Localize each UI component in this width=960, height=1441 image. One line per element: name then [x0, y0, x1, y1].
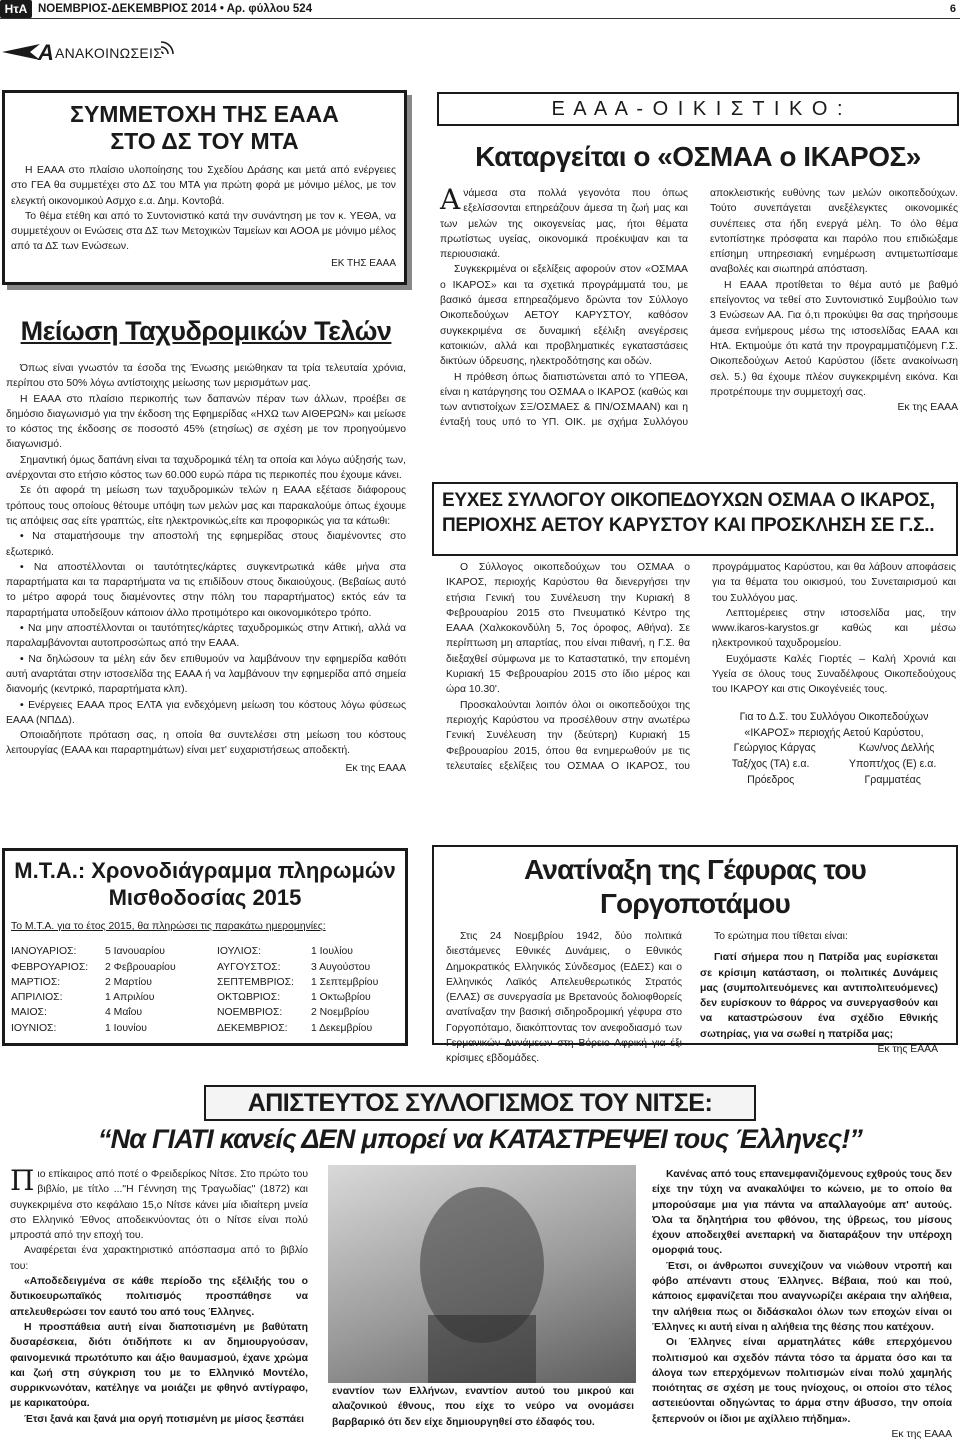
schedule-month: ΙΑΝΟΥΑΡΙΟΣ: — [11, 946, 77, 958]
quote-paragraph: εναντίον των Ελλήνων, εναντίον αυτού του μικρού και αλαζονικού έθνους, που είχε το νεύρο να ονομάσει βαρβαρικό ότι δεν είχε δημιουργηθεί στο έδαφός του. — [332, 1386, 634, 1428]
article-title: Μείωση Ταχυδρομικών Τελών — [20, 316, 392, 346]
paragraph: Το θέμα ετέθη και από το Συντονιστικό κατά την συνάντηση με τον κ. ΥΕΘΑ, να συμμετέχουν οι Ενώσεις στα ΔΣ των Μετοχικών Ταμείων και ΑΟΟΑ με μόνιμο μέλος από τα ΔΣ των Ενώσεων. — [11, 210, 396, 253]
schedule-month: ΑΠΡΙΛΙΟΣ: — [11, 992, 63, 1004]
schedule-date: 2 Φεβρουαρίου — [105, 961, 176, 973]
signature: Εκ της ΕΑΑΑ — [877, 1044, 938, 1056]
schedule-date: 4 Μαΐου — [105, 1007, 143, 1019]
article-title-line1: ΑΠΙΣΤΕΥΤΟΣ ΣΥΛΛΟΓΙΣΜΟΣ ΤΟΥ ΝΙΤΣΕ: — [247, 1089, 713, 1117]
article-nietzsche-col1 — [10, 1164, 308, 1427]
schedule-date: 2 Μαρτίου — [105, 976, 152, 988]
schedule-month: ΦΕΒΡΟΥΑΡΙΟΣ: — [11, 961, 89, 973]
quote-paragraph: Κανένας από τους επανεμφανιζόμενους εχθρούς τους δεν είχε την τύχη να ανακαλύψει το κώνειο, με το οποίο θα μπορούσαμε μια για πάντα να απαλλαγούμε απ' αυτούς. Όλα τα δηλητήρια του φθόνου, της ύβρεως, του μίσους έχουν αποδειχθεί ανεπαρκή να διαταράξουν την υπέροχη ομορφιά τους. — [652, 1169, 952, 1257]
article-title: Καταργείται ο «ΟΣΜΑΑ ο ΙΚΑΡΟΣ» — [475, 141, 921, 172]
article-title-box — [432, 482, 958, 556]
drop-cap: Α — [440, 183, 461, 216]
section-label: Α ΑΝΑΚΟΙΝΩΣΕΙΣ — [0, 35, 300, 65]
article-title-line2: “Να ΓΙΑΤΙ κανείς ΔΕΝ μπορεί να ΚΑΤΑΣΤΡΕΨΕΙ τους Έλληνες!” — [97, 1124, 863, 1154]
paragraph: Η πρόθεση όπως διαπιστώνεται από το ΥΠΕΘΑ, είναι η κατάργησης του ΟΣΜΑΑ ο ΙΚΑΡΟΣ (καθώς και των αντιστοίχων ΣΞ/ΟΣΜΑΕΣ & ΠΝ/ΟΣΜΑΑΝ) και η ένταξή τους υπό το ΥΠ. ΟΙΚ. με σχήμα Συλλόγου αποκλειστικής ευθύνης των μελών οικοπεδούχων. Τούτο συνεπάγεται ανεξέλεγκτες οικονομικές συνέπειες στα ήδη ενεργά μέλη. Το όλο θέμα εντοπίστηκε πρόσφατα και παρόλο που επιδιώξαμε επίσημη υπηρεσιακή ενημέρωση αντιμετωπίσαμε αναβολές και σιωπηρά απόσταση. — [440, 188, 958, 429]
article-title-line2: ΣΤΟ ΔΣ ΤΟΥ ΜΤΑ — [110, 128, 299, 154]
article-title: Ανατίναξη της Γέφυρας του Γοργοποτάμου — [523, 854, 867, 919]
schedule-month: ΝΟΕΜΒΡΙΟΣ: — [217, 1007, 283, 1019]
paragraph: Σε ότι αφορά τη μείωση των ταχυδρομικών τελών η ΕΑΑΑ εξέτασε διάφορους τρόπους τους οποίους θέτουμε υπόψη των μελών μας και παρακαλούμε όπως έχουμε τις απόψεις σας είτε γραπτώς, είτε ηλεκτρονικώς,είτε και προφορικώς για τα κάτωθι: — [6, 485, 406, 527]
bullet-item: • Να σταματήσουμε την αποστολή της εφημερίδας στους διαμένοντες στο εξωτερικό. — [6, 529, 406, 560]
quote-paragraph: «Αποδεδειγμένα σε κάθε περίοδο της εξέλιξής του ο δυτικοευρωπαϊκός πολιτισμός προσπάθησε να απελευθερώσει τον εαυτό του από τους Έλληνες. — [10, 1276, 308, 1318]
paragraph: Η ΕΑΑΑ στο πλαίσιο περικοπής των δαπανών πέραν των άλλων, προέβει σε δημόσιο διαγωνισμό για την έκδοση της Εφημερίδας «ΗΧΩ των ΑΙΘΕΡΩΝ» και μείωσε το κόστος της έκδοσης σε ποσοστό 45% (ετησίως) σε σχέση με τον προηγούμενο διαγωνισμό. — [6, 393, 406, 451]
article-ikaros-invitation — [446, 560, 956, 820]
schedule-date: 1 Ιουλίου — [311, 946, 353, 958]
banner-title: Ε Α Α Α - Ο Ι Κ Ι Σ Τ Ι Κ Ο : — [551, 98, 845, 120]
page-header — [0, 0, 960, 20]
schedule-month: ΜΑΡΤΙΟΣ: — [11, 976, 61, 988]
paragraph: Αναφέρεται ένα χαρακτηριστικό απόσπασμα από το βιβλίο του: — [10, 1245, 308, 1272]
payment-schedule — [11, 944, 405, 1036]
quote-paragraph: Οι Έλληνες είναι αρματηλάτες κάθε επερχόμενου πολιτισμού και σχεδόν πάντα τόσο τα άρματα όσο και τα άλογα των επερχόμενων πολιτισμών είναι πολύ χαμηλής ποιότητας σε σχέση με τους ηνίοχους, οι οποίοι στο τέλος αστειεύονται οδηγώντας το άρμα στην άβυσσο, την οποία ξεπερνούν οι ίδιοι με αχίλλειο πήδημα». — [652, 1337, 952, 1425]
paragraph: Η ΕΑΑΑ στο πλαίσιο υλοποίησης του Σχεδίου Δράσης και μετά από ενέργειες στο ΓΕΑ θα συμμετέχει στο ΔΣ του ΜΤΑ για πρώτη φορά με μόνιμο μέλος, με τον ελεγκτή οικονομικού Ασμχο ε.α. Δημ. Κοντοβά. — [11, 165, 396, 207]
section-title: ΑΝΑΚΟΙΝΩΣΕΙΣ — [55, 45, 163, 61]
schedule-date: 1 Ιουνίου — [105, 1022, 147, 1034]
portrait-silhouette-icon — [328, 1165, 636, 1383]
paragraph: Γιατί σήμερα που η Πατρίδα μας ευρίσκεται σε κρίσιμη κατάσταση, οι πολιτικές Δυνάμεις μας (συμπολιτευόμενες και αντιπολιτευόμενες) δεν ευρίσκουν το θάρρος να συνεργασθούν και να καταστρώσουν ένα σχέδιο Εθνικής σωτηρίας, για να σωθεί η πατρίδα μας; — [700, 952, 938, 1040]
schedule-date: 1 Απριλίου — [105, 992, 155, 1004]
bullet-item: • Να μην αποστέλλονται οι ταυτότητες/κάρτες ταχυδρομικώς στην Αττική, αλλά να παραλαμβάνονται αυτοπροσώπως από την ΕΑΑΑ. — [6, 621, 406, 652]
paragraph: ιο επίκαιρος από ποτέ ο Φρειδερίκος Νίτσε. Στο πρώτο του βιβλίο, με τίτλο ..."Η Γέννηση της Τραγωδίας" (1872) και συγκεκριμένα στο κεφάλαιο 15,ο Νίτσε κάνει μία ιδιαίτερη μνεία στο Ελληνικό Έθνος αποδεικνύοντας ότι ο Νίτσε είναι πολύ μπροστά από την εποχή του. — [10, 1169, 308, 1242]
article-title-line2: Μισθοδοσίας 2015 — [108, 885, 302, 910]
schedule-date: 1 Σεπτεμβρίου — [311, 976, 379, 988]
newspaper-logo: ΗτΑ — [0, 0, 32, 18]
article-title: ΕΥΧΕΣ ΣΥΛΛΟΓΟΥ ΟΙΚΟΠΕΔΟΥΧΩΝ ΟΣΜΑΑ Ο ΙΚΑΡΟΣ, ΠΕΡΙΟΧΗΣ ΑΕΤΟΥ ΚΑΡΥΣΤΟΥ ΚΑΙ ΠΡΟΣΚΛΗΣΗ ΣΕ Γ.Σ.. — [442, 490, 935, 536]
article-gorgopotamos — [432, 845, 958, 1065]
article-nietzsche-title-box — [204, 1085, 756, 1121]
paragraph: Προσκαλούνται λοιπόν όλοι οι οικοπεδούχοι της περιοχής Καρύστου να προσέλθουν στην ανωτέρω Γενική Συνέλευση την (δεύτερη) Κυριακή 15 Φεβρουαρίου 2015, όπου θα ενημερωθούν με τις τελευταίες εξελίξεις του ΟΣΜΑΑ Ο ΙΚΑΡΟΣ, του προγράμματος Καρύστου, και θα λάβουν αποφάσεις για τα θέματα του οικισμού, του Συνεταιρισμού και του Συλλόγου μας. — [446, 562, 956, 772]
banner-box — [437, 92, 959, 126]
schedule-date: 5 Ιανουαρίου — [105, 946, 165, 958]
bullet-item: • Να αποστέλλονται οι ταυτότητες/κάρτες συγκεντρωτικά κάθε μήνα στα παραρτήματα και τα παραρτήματα να τις επιδίδουν στους δικαιούχους. (Βεβαίως αυτό το μέτρο αφορά τους διαμένοντες στην πόλη του παραρτήματος) εκτός εάν τα παραρτήματα υποδείξουν κάποιον άλλο προτιμότερο και οικονομικότερο τρόπο. — [6, 560, 406, 621]
broadcast-icon — [158, 39, 176, 57]
schedule-month: ΜΑΙΟΣ: — [11, 1007, 47, 1019]
schedule-date: 3 Αυγούστου — [311, 961, 371, 973]
bullet-item: • Ενέργειες ΕΑΑΑ προς ΕΛΤΑ για ενδεχόμενη μείωση του κόστους λόγω φύσεως ΕΑΑΑ (ΝΠΔΔ). — [6, 698, 406, 729]
quote-paragraph: Έτσι, οι άνθρωποι συνεχίζουν να νιώθουν ντροπή και φόβο απέναντι στους Έλληνες. Βέβαια, πού και πού, κάποιος εμφανίζεται που αναγνωρίζει ακέραια την αλήθεια, την αλήθεια πως οι διδάσκαλοι όλων των εποχών είναι οι Έλληνες κι αυτή είναι η αλήθεια της θέσης που κατέχουν. — [652, 1260, 952, 1333]
page-number: 6 — [949, 3, 956, 15]
quote-paragraph: Έτσι ξανά και ξανά μια οργή ποτισμένη με μίσος ξεσπάει — [24, 1413, 305, 1425]
quote-paragraph: Η προσπάθεια αυτή είναι διαποτισμένη με βαθύτατη δυσαρέσκεια, διότι ότιδήποτε κι αν δημιουργούσαν, φαινομενικά πρωτότυπο και άξιο θαυμασμού, έχανε χρώμα και ζωή στη σύγκριση του με το Ελληνικό Μοντέλο, συρρικνωνόταν, κατέληγε να μοιάζει με φθηνό αντίγραφο, με καρικατούρα. — [10, 1321, 308, 1410]
schedule-column-left — [11, 944, 205, 1036]
question-intro: Το ερώτημα που τίθεται είναι: — [714, 931, 848, 942]
schedule-intro: Το Μ.Τ.Α. για το έτος 2015, θα πληρώσει τις παρακάτω ημερομηνίες: — [11, 921, 326, 932]
article-osmaa-ikaros — [440, 183, 958, 461]
schedule-month: ΔΕΚΕΜΒΡΙΟΣ: — [217, 1022, 288, 1034]
drop-cap: Π — [10, 1164, 35, 1197]
header-rule — [0, 18, 960, 19]
article-title-line1: Μ.Τ.Α.: Χρονοδιάγραμμα πληρωμών — [14, 858, 396, 883]
article-nietzsche-col3 — [652, 1167, 952, 1441]
article-title-line1: ΣΥΜΜΕΤΟΧΗ ΤΗΣ ΕΑΑΑ — [70, 101, 339, 127]
paragraph: Οποιαδήποτε πρόταση σας, η οποία θα συντελέσει στη μείωση του κόστους λειτουργίας (ΕΑΑΑ και παραρτημάτων) είναι μετ' ευχαριστήσεως αποδεκτή. — [6, 730, 406, 757]
schedule-month: ΑΥΓΟΥΣΤΟΣ: — [217, 961, 281, 973]
schedule-month: ΙΟΥΝΙΟΣ: — [11, 1022, 57, 1034]
article-postal-fees — [6, 315, 406, 776]
signature: Εκ της ΕΑΑΑ — [891, 1429, 952, 1441]
paragraph: νάμεσα στα πολλά γεγονότα που όπως εξελίσσονται επηρεάζουν άμεσα τη ζωή μας και των μελών της οικογενείας μας, ήτοι θέματα πρωτίστως υγείας, οικονομικά προέκυψαν και τα περιουσιακά. — [440, 188, 688, 261]
nietzsche-portrait — [328, 1165, 636, 1383]
issue-info: ΝΟΕΜΒΡΙΟΣ-ΔΕΚΕΜΒΡΙΟΣ 2014 • Αρ. φύλλου 524 — [38, 3, 313, 15]
schedule-date: 1 Δεκεμβρίου — [311, 1022, 373, 1034]
paragraph: Ευχόμαστε Καλές Γιορτές – Καλή Χρονιά και Υγεία σε όλους τους Συναδέλφους Οικοπεδούχους του ΙΚΑΡΟΥ και στις Οικογένειές τους. — [712, 653, 956, 696]
signature: ΕΚ ΤΗΣ ΕΑΑΑ — [331, 257, 396, 269]
schedule-month: ΣΕΠΤΕΜΒΡΙΟΣ: — [217, 976, 294, 988]
article-mta-participation — [2, 90, 407, 285]
schedule-date: 2 Νοεμβρίου — [311, 1007, 370, 1019]
schedule-date: 1 Οκτωβρίου — [311, 992, 371, 1004]
signature: Εκ της ΕΑΑΑ — [897, 402, 958, 414]
schedule-month: ΟΚΤΩΒΡΙΟΣ: — [217, 992, 281, 1004]
article-mta-payments — [2, 848, 408, 1046]
schedule-column-right — [217, 944, 411, 1036]
paragraph: Η ΕΑΑΑ προτίθεται το θέμα αυτό με βαθμό επείγοντος να τεθεί στο Συντονιστικό Συμβούλιο των 3 Ενώσεων ΑΑ. Για ό,τι προκύψει θα σας τηρήσουμε άμεσα ενήμερους μέσω της ιστοσελίδας ΕΑΑΑ και ΗτΑ. Εκτιμούμε ότι κατά την προγραμματιζόμενη Γ.Σ. Οικοπεδούχων Αετού Καρύστου (ίδετε ανακοίνωση σελ. 5.) θα έχουμε πλέον συγκεκριμένη εικόνα. Και προτρέπουμε την συμμετοχή σας. — [710, 279, 958, 398]
paragraph: Στις 24 Νοεμβρίου 1942, δύο πολιτικά διεστάμενες Εθνικές Δυνάμεις, ο Εθνικός Δημοκρατικός Ελληνικός Σύνδεσμος (ΕΔΕΣ) και ο Ελληνικός Λαϊκός Απελευθερωτικός Στρατός (ΕΛΑΣ) σε συνεργασία με Βρετανούς δολιοφθορείς ανατίναξαν την βασική σιδηροδρομική γέφυρα στο Γοργοπόταμο, διακόπτοντας τον ανεφοδιασμό των Γερμανικών Δυνάμεων στη Βόρειο Αφρική για έξι κρίσιμες εβδομάδες. — [446, 931, 682, 1065]
paragraph: Συγκεκριμένα οι εξελίξεις αφορούν στον «ΟΣΜΑΑ ο ΙΚΑΡΟΣ» και τα σχετικά προγράμματά του, με βασικό άμεσα επηρεαζόμενο δρώντα τον Σύλλογο Οικοπεδούχων ΑΕΤΟΥ ΚΑΡΥΣΤΟΥ, καθόσον συγκεκριμένα σε δυναμική εξέλιξη ανεγέρσεις κατοικιών, αλλά και προβληματικές εγκαταστάσεις δικτύων ύδρευσης, ηλεκτροδότησης και οδών. — [440, 264, 688, 368]
schedule-month: ΙΟΥΛΙΟΣ: — [217, 946, 262, 958]
paragraph: Λεπτομέρειες στην ιστοσελίδα μας, την www.ikaros-karystos.gr καθώς και μέσω ηλεκτρονικού ταχυδρομείου. — [712, 607, 956, 650]
paragraph: Σημαντική όμως δαπάνη είναι τα ταχυδρομικά τέλη τα οποία και λόγω αύξησής των, ανέρχονται στο ετήσιο κόστος των 60.000 ευρώ πάρα τις περικοπές που έχουμε κάνει. — [6, 454, 406, 482]
paragraph: Όπως είναι γνωστόν τα έσοδα της Ένωσης μειώθηκαν τα τρία τελευταία χρόνια, περίπου στο 50% λόγω αντίστοιχης μείωσης των μερισμάτων μας. — [6, 363, 406, 390]
bullet-item: • Να δηλώσουν τα μέλη εάν δεν επιθυμούν να λαμβάνουν την εφημερίδα καθότι αυτή αναρτάται στην ιστοσελίδα της ΕΑΑΑ ή να λαμβάνουν την εφημερίδα από σημεία διανομής (κεντρικό, παραρτήματα κλπ). — [6, 652, 406, 698]
article-nietzsche-col2 — [332, 1384, 634, 1430]
signature: Εκ της ΕΑΑΑ — [345, 762, 406, 774]
signature-block: Για το Δ.Σ. του Συλλόγου Οικοπεδούχων «ΙΚΑΡΟΣ» περιοχής Αετού Καρύστου, Γεώργιος Κάργας Κων/νος Δελλής Ταξ/χος (ΤΑ) ε.α. Υποπτ/χος (Ε) ε.α. Πρόεδρος Γραμματέας — [731, 710, 937, 787]
paragraph: Ο Σύλλογος οικοπεδούχων του ΟΣΜΑΑ ο ΙΚΑΡΟΣ, περιοχής Καρύστου θα διενεργήσει την ετήσια Γενική του Συνέλευση την Κυριακή 8 Φεβρουαρίου 2015 στο Πνευματικό Κέντρο της ΕΑΑΑ (Χαλκοκονδύλη 5, 7ος όροφος, Αθήνα). Σε περίπτωση μη απαρτίας, που είναι πιθανή, η Γ.Σ. θα διεξαχθεί σύμφωνα με το Καταστατικό, την επομένη Κυριακή 15 Φεβρουαρίου 2015 στο ίδιο μέρος και ώρα 10.30'. — [446, 562, 690, 696]
